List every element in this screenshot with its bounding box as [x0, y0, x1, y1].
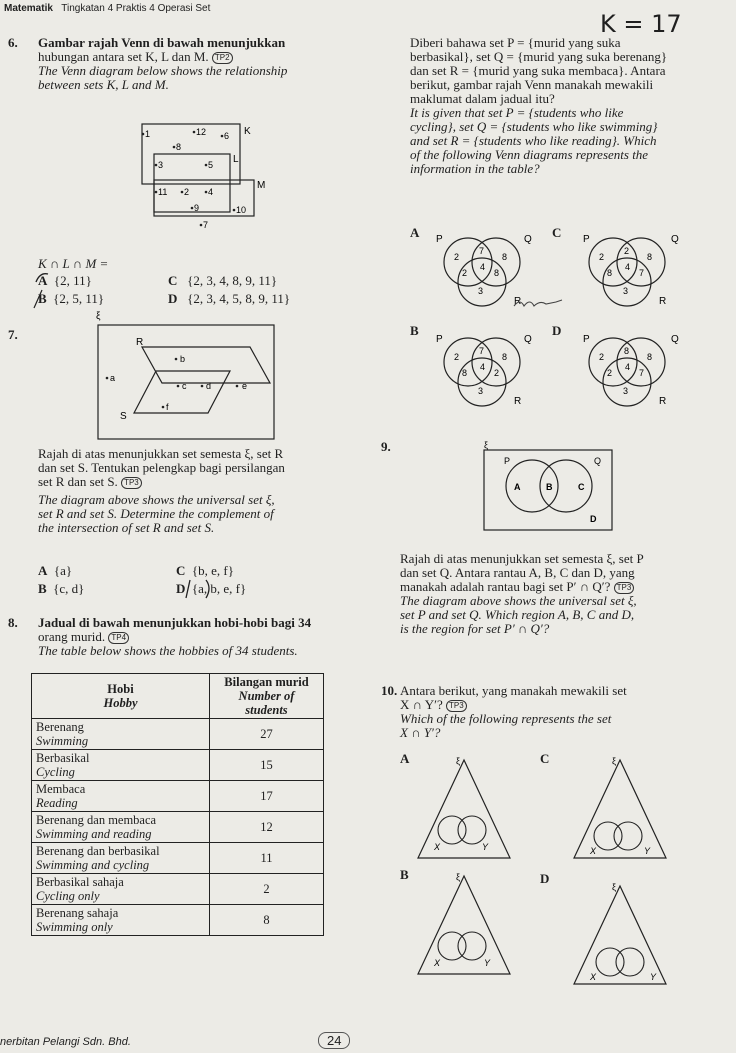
q10-option-d-letter[interactable]: D: [540, 871, 550, 886]
xi-symbol: ξ: [96, 311, 101, 322]
svg-text:8: 8: [494, 268, 500, 278]
q6-option-d[interactable]: D {2, 3, 4, 5, 8, 9, 11}: [168, 291, 291, 306]
q8-malay-right-1: Diberi bahawa set P = {murid yang suka: [410, 35, 621, 50]
q10-triangle-option-c[interactable]: [570, 754, 670, 864]
q8-eng-right-5: information in the table?: [410, 161, 540, 176]
q7-eng-3: the intersection of set R and set S.: [38, 520, 215, 536]
table-row: Berenang sahaja Swimming only 8: [32, 905, 324, 936]
element: 9: [194, 203, 200, 213]
element: e: [242, 381, 248, 391]
element: d: [206, 381, 212, 391]
q8-eng-right-1: It is given that set P = {students who like: [410, 105, 624, 120]
q8-venn-option-c[interactable]: [575, 230, 685, 312]
table-row: Berenang dan membaca Swimming and reading 12: [32, 812, 324, 843]
svg-text:4: 4: [480, 362, 486, 372]
q10-triangle-option-a[interactable]: [414, 754, 514, 864]
svg-text:7: 7: [639, 268, 645, 278]
svg-text:Q: Q: [671, 234, 679, 245]
q8-venn-option-d[interactable]: [575, 330, 685, 412]
svg-text:8: 8: [624, 346, 630, 356]
svg-text:P: P: [436, 334, 443, 345]
svg-text:R: R: [659, 296, 667, 307]
svg-text:2: 2: [607, 368, 613, 378]
svg-text:ξ: ξ: [612, 882, 617, 892]
q9-eng-2: set P and set Q. Which region A, B, C and D,: [400, 607, 635, 623]
q8-text: [38, 616, 368, 658]
svg-text:4: 4: [625, 362, 631, 372]
element: 10: [236, 205, 247, 215]
q7-option-d[interactable]: D {a, b, e, f}: [176, 581, 247, 596]
q6-number: 6.: [8, 35, 18, 50]
q9-malay-1: Rajah di atas menunjukkan set semesta ξ, set P: [400, 551, 644, 566]
q10-triangle-option-b[interactable]: [414, 870, 514, 980]
q8-eng-1: The table below shows the hobbies of 34 students.: [38, 643, 298, 659]
svg-text:2: 2: [599, 352, 605, 362]
q6-malay-2: hubungan antara set K, L dan M.: [38, 49, 209, 64]
table-row: Berbasikal sahaja Cycling only 2: [32, 874, 324, 905]
svg-text:P: P: [583, 234, 590, 245]
q7-tp-badge: TP3: [121, 477, 142, 489]
q8-malay-1: Jadual di bawah menunjukkan hobi-hobi bagi 34: [38, 615, 312, 630]
q6-tp-badge: TP2: [212, 52, 233, 64]
q7-eng-1: The diagram above shows the universal set ξ,: [38, 492, 275, 508]
handwritten-scribble: [512, 296, 572, 312]
q8-malay-right-2: berbasikal}, set Q = {murid yang suka berenang}: [410, 49, 668, 64]
svg-text:X: X: [434, 842, 441, 852]
q10-number: 10.: [381, 683, 398, 698]
element: f: [166, 402, 169, 412]
q9-eng-3: is the region for set P′ ∩ Q′?: [400, 621, 550, 637]
svg-text:R: R: [659, 396, 667, 407]
region-a: A: [514, 482, 521, 492]
q10-malay-2: X ∩ Y′?: [400, 697, 443, 712]
svg-text:2: 2: [599, 252, 605, 262]
element: 2: [184, 187, 190, 197]
q7-malay-2: dan set S. Tentukan pelengkap bagi persilangan: [38, 460, 285, 475]
region-c: C: [578, 482, 585, 492]
table-header-row: Hobi Hobby Bilangan murid Number of students: [32, 674, 324, 719]
q6-eng-2: between sets K, L and M.: [38, 77, 169, 93]
svg-text:2: 2: [462, 268, 468, 278]
q6-question: K ∩ L ∩ M =: [38, 256, 109, 271]
q6-venn-diagram: [140, 122, 275, 240]
svg-text:7: 7: [479, 346, 485, 356]
q8-eng-right-3: and set R = {students who like reading}. Which: [410, 133, 657, 148]
element: 8: [176, 142, 182, 152]
q10-text: [400, 684, 730, 740]
q10-tp-badge: TP3: [446, 700, 467, 712]
svg-text:ξ: ξ: [612, 756, 617, 766]
svg-text:4: 4: [480, 262, 486, 272]
q7-text: [38, 447, 368, 535]
q8-right-text: [410, 36, 730, 176]
q10-option-a-letter[interactable]: A: [400, 751, 410, 766]
q7-number: 7.: [8, 327, 18, 342]
svg-text:3: 3: [623, 386, 629, 396]
svg-text:Q: Q: [524, 234, 532, 245]
q9-malay-3: manakah adalah rantau bagi set P′ ∩ Q′?: [400, 579, 611, 594]
svg-text:Q: Q: [594, 456, 602, 466]
q8-malay-right-3: dan set R = {murid yang suka membaca}. Antara: [410, 63, 666, 78]
hobby-table: [31, 673, 324, 936]
q9-malay-2: dan set Q. Antara rantau A, B, C dan D, yang: [400, 565, 635, 580]
q7-malay-3: set R dan set S.: [38, 474, 118, 489]
svg-text:3: 3: [623, 286, 629, 296]
svg-text:8: 8: [607, 268, 613, 278]
svg-text:3: 3: [478, 286, 484, 296]
svg-text:8: 8: [502, 352, 508, 362]
svg-text:3: 3: [478, 386, 484, 396]
q10-triangle-option-d[interactable]: [570, 880, 670, 990]
svg-text:7: 7: [479, 246, 485, 256]
element: 1: [145, 129, 151, 139]
q6-malay-1: Gambar rajah Venn di bawah menunjukkan: [38, 35, 286, 50]
set-s-shape: [134, 371, 230, 413]
element: 12: [196, 127, 207, 137]
svg-text:Y: Y: [644, 846, 651, 856]
set-s-label: S: [120, 411, 127, 422]
set-m-label: M: [257, 180, 266, 191]
svg-text:7: 7: [639, 368, 645, 378]
xi-symbol: ξ: [484, 440, 489, 450]
q7-option-a[interactable]: A {a}: [38, 563, 73, 578]
svg-text:Y: Y: [482, 842, 489, 852]
q10-option-b-letter[interactable]: B: [400, 867, 409, 882]
svg-text:8: 8: [647, 252, 653, 262]
svg-text:8: 8: [462, 368, 468, 378]
element: 6: [224, 131, 230, 141]
table-row: Berbasikal Cycling 15: [32, 750, 324, 781]
page-number: 24: [318, 1032, 350, 1049]
q9-number: 9.: [381, 439, 391, 454]
q8-malay-right-4: berikut, gambar rajah Venn manakah mewakili: [410, 77, 654, 92]
q6-eng-1: The Venn diagram below shows the relationship: [38, 63, 288, 79]
q6-option-b[interactable]: B {2, 5, 11}: [38, 291, 105, 306]
q10-eng-1: Which of the following represents the set: [400, 711, 612, 727]
element: 11: [158, 187, 168, 197]
q6-text: [38, 36, 368, 92]
svg-text:8: 8: [647, 352, 653, 362]
svg-text:ξ: ξ: [456, 756, 461, 766]
q10-option-c-letter[interactable]: C: [540, 751, 550, 766]
q9-venn-diagram: [480, 440, 615, 532]
svg-text:2: 2: [494, 368, 500, 378]
q8-eng-right-4: of the following Venn diagrams represents the: [410, 147, 649, 162]
svg-text:2: 2: [454, 252, 460, 262]
q7-option-b[interactable]: B {c, d}: [38, 581, 85, 596]
q7-option-c[interactable]: C {b, e, f}: [176, 563, 234, 578]
element: 5: [208, 160, 214, 170]
svg-text:Y: Y: [484, 958, 491, 968]
answer-mark: [172, 578, 212, 600]
header: [4, 3, 210, 14]
element: a: [110, 373, 116, 383]
q7-venn-diagram: [96, 311, 276, 441]
q7-eng-2: set R and set S. Determine the complement of: [38, 506, 274, 522]
q10-eng-2: X ∩ Y′?: [400, 725, 441, 741]
svg-text:Y: Y: [650, 972, 657, 982]
svg-text:2: 2: [454, 352, 460, 362]
svg-text:P: P: [583, 334, 590, 345]
q8-option-b-letter[interactable]: B: [410, 323, 419, 338]
q8-tp-badge: TP4: [108, 632, 129, 644]
q9-eng-1: The diagram above shows the universal set ξ,: [400, 593, 637, 609]
q10-malay-1: Antara berikut, yang manakah mewakili set: [400, 683, 627, 698]
q8-option-a-letter[interactable]: A: [410, 225, 420, 240]
q8-option-c-letter[interactable]: C: [552, 225, 562, 240]
answer-mark: [30, 268, 60, 312]
svg-text:X: X: [590, 972, 597, 982]
element: b: [180, 354, 186, 364]
region-d: D: [590, 514, 597, 524]
svg-text:8: 8: [502, 252, 508, 262]
svg-text:4: 4: [625, 262, 631, 272]
table-row: Berenang Swimming 27: [32, 719, 324, 750]
set-r-shape: [142, 347, 270, 383]
q6-option-a[interactable]: A {2, 11}: [38, 273, 92, 288]
svg-text:P: P: [436, 234, 443, 245]
set-l-rect: [154, 154, 230, 212]
element: 4: [208, 187, 214, 197]
q8-malay-right-5: maklumat dalam jadual itu?: [410, 91, 555, 106]
q8-malay-2: orang murid.: [38, 629, 106, 644]
subject-label: Matematik: [4, 3, 53, 14]
handwritten-note: K = 17: [600, 10, 682, 38]
set-r-label: R: [136, 337, 144, 348]
svg-text:P: P: [504, 456, 511, 466]
set-k-label: K: [244, 126, 251, 137]
svg-text:Q: Q: [524, 334, 532, 345]
q8-venn-option-b[interactable]: [430, 330, 540, 412]
q6-option-c[interactable]: C {2, 3, 4, 8, 9, 11}: [168, 273, 278, 288]
svg-text:2: 2: [624, 246, 630, 256]
set-l-label: L: [233, 154, 239, 165]
svg-text:X: X: [434, 958, 441, 968]
svg-text:ξ: ξ: [456, 872, 461, 882]
table-row: Berenang dan berbasikal Swimming and cycling 11: [32, 843, 324, 874]
svg-text:X: X: [590, 846, 597, 856]
q8-number: 8.: [8, 615, 18, 630]
q8-option-d-letter[interactable]: D: [552, 323, 562, 338]
q8-eng-right-2: cycling}, set Q = {students who like swimming}: [410, 119, 658, 134]
element: 3: [158, 160, 164, 170]
q9-text: [400, 552, 730, 636]
q9-tp-badge: TP3: [614, 582, 635, 594]
element: 7: [203, 220, 209, 230]
table-row: Membaca Reading 17: [32, 781, 324, 812]
svg-text:Q: Q: [671, 334, 679, 345]
region-b: B: [546, 482, 553, 492]
page-heading: Tingkatan 4 Praktis 4 Operasi Set: [61, 3, 211, 14]
element: c: [182, 381, 187, 391]
publisher-footer: nerbitan Pelangi Sdn. Bhd.: [0, 1036, 131, 1048]
q7-malay-1: Rajah di atas menunjukkan set semesta ξ, set R: [38, 446, 284, 461]
svg-text:R: R: [514, 396, 522, 407]
svg-text:R: R: [514, 296, 522, 307]
